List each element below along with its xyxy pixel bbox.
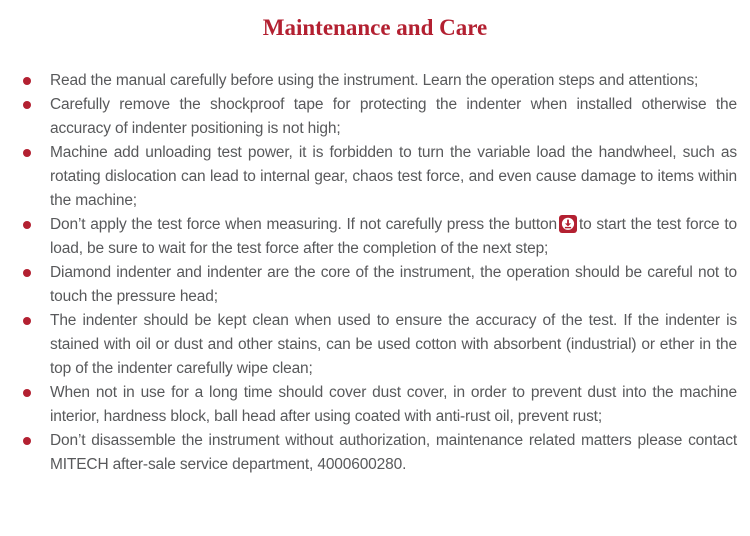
list-item-text: to start the test force to load, be sure to wait for the test force after the completion of the next step; [50, 216, 738, 257]
maintenance-list [0, 69, 737, 477]
list-item-text: Diamond indenter and indenter are the core of the instrument, the operation should be careful not to touch the pressure head; [50, 264, 737, 305]
bullet-dot-icon [23, 437, 31, 445]
list-item [0, 429, 737, 477]
list-item-text: Read the manual carefully before using the instrument. Learn the operation steps and attentions; [50, 72, 699, 89]
list-item-text: When not in use for a long time should cover dust cover, in order to prevent dust into the machine interior, hardness block, ball head after using coated with anti-rust oil, prevent rust; [50, 384, 737, 425]
page-title: Maintenance and Care [262, 15, 488, 40]
list-item-text: Don’t disassemble the instrument without authorization, maintenance related matters please contact MITECH after-sale service department, 4000600280. [50, 432, 737, 473]
list-item-text: Machine add unloading test power, it is forbidden to turn the variable load the handwheel, such as rotating dislocation can lead to internal gear, chaos test force, and even cause damage to items within the machine; [50, 144, 737, 209]
bullet-dot-icon [23, 149, 31, 157]
bullet-dot-icon [23, 317, 31, 325]
list-item-text: The indenter should be kept clean when used to ensure the accuracy of the test. If the indenter is stained with oil or dust and other stains, can be used cotton with absorbent (industrial) or ether in the top of the indenter carefully wipe clean; [50, 312, 737, 377]
list-item [0, 213, 737, 261]
list-item [0, 141, 737, 213]
list-item [0, 261, 737, 309]
list-item-text: Carefully remove the shockproof tape for protecting the indenter when installed otherwise the accuracy of indenter positioning is not high; [50, 96, 737, 137]
bullet-dot-icon [23, 77, 31, 85]
bullet-dot-icon [23, 221, 31, 229]
list-item [0, 69, 737, 93]
list-item [0, 309, 737, 381]
bullet-dot-icon [23, 389, 31, 397]
start-test-force-button-icon [559, 215, 577, 233]
bullet-dot-icon [23, 101, 31, 109]
list-item [0, 381, 737, 429]
bullet-dot-icon [23, 269, 31, 277]
list-item-text: Don’t apply the test force when measuring. If not carefully press the button [50, 216, 557, 233]
list-item [0, 93, 737, 141]
